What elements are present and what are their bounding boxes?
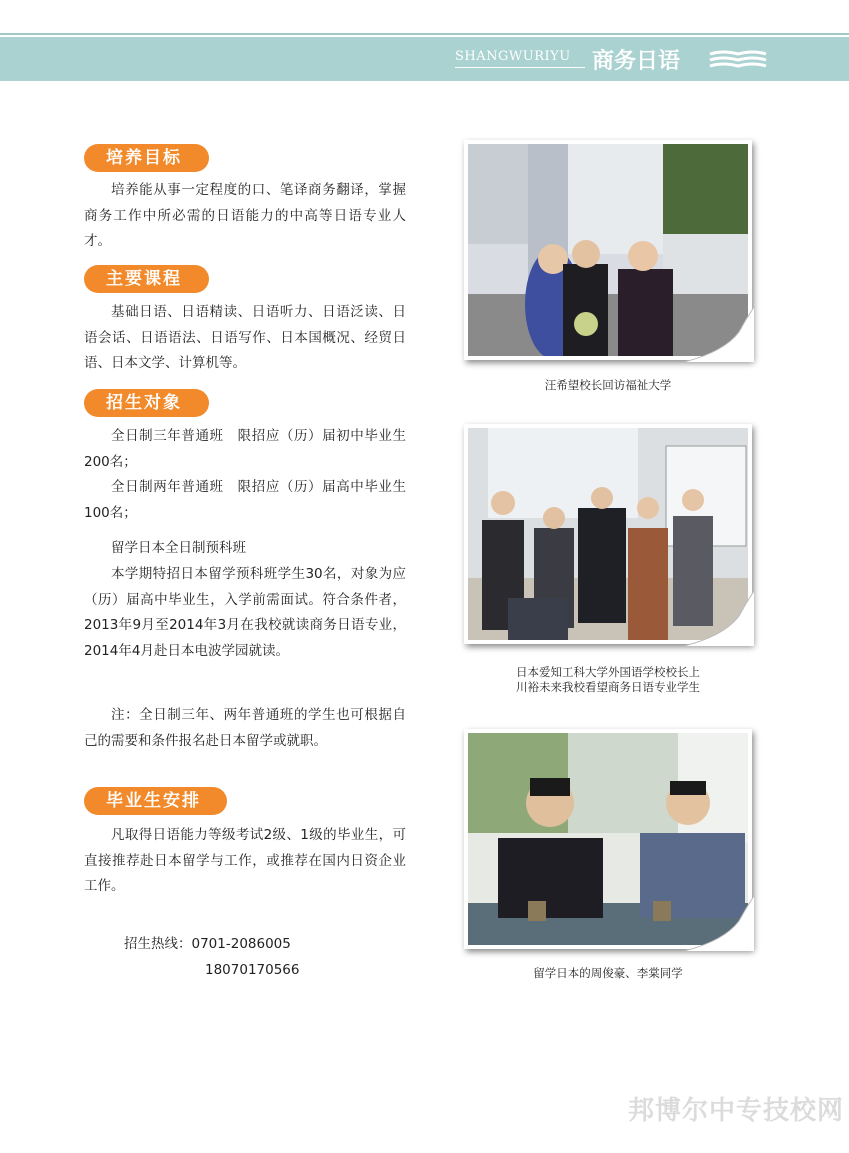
photo-2-caption-line-2: 川裕未来我校看望商务日语专业学生 [516, 680, 700, 694]
header-top-line [0, 33, 849, 35]
section-title-courses: 主要课程 [84, 265, 209, 293]
hotline-second: 18070170566 [205, 962, 300, 978]
photo-teacher-visit [464, 424, 752, 644]
graduates-text: 凡取得日语能力等级考试2级、1级的毕业生，可直接推荐赴日本留学与工作，或推荐在国内日资企业工作。 [84, 827, 406, 894]
photo-students [464, 729, 752, 949]
section-title-goals: 培养目标 [84, 144, 209, 172]
page-curl-decoration [684, 896, 754, 951]
photo-3-caption: 留学日本的周俊豪、李棠同学 [533, 966, 683, 980]
section-title-graduates: 毕业生安排 [84, 787, 227, 815]
hotline-text: 招生热线：0701-2086005 [124, 936, 291, 952]
goals-text: 培养能从事一定程度的口、笔译商务翻译，掌握商务工作中所必需的日语能力的中高等日语专业人才。 [84, 182, 406, 249]
photo-university-visit [464, 140, 752, 360]
page-curl-decoration [684, 307, 754, 362]
section-title-enrollment: 招生对象 [84, 389, 209, 417]
enrollment-line-3: 留学日本全日制预科班 [111, 540, 246, 556]
enrollment-note: 注：全日制三年、两年普通班的学生也可根据自己的需要和条件报名赴日本留学或就职。 [84, 707, 406, 749]
photo-2-caption-line-1: 日本爱知工科大学外国语学校校长上 [516, 665, 700, 679]
book-waves-icon [708, 50, 768, 70]
header-cn-title: 商务日语 [592, 48, 681, 74]
enrollment-line-4: 本学期特招日本留学预科班学生30名，对象为应（历）届高中毕业生，入学前需面试。符合条件者，2013年9月至2014年3月在我校就读商务日语专业，2014年4月赴日本电波学园就读。 [84, 566, 406, 659]
photo-1-caption: 汪希望校长回访福祉大学 [544, 378, 672, 392]
site-watermark: 邦博尔中专技校网 [628, 1096, 845, 1126]
enrollment-line-2: 全日制两年普通班 限招应（历）届高中毕业生100名； [84, 479, 406, 521]
page-curl-decoration [684, 591, 754, 646]
header-underline [455, 67, 585, 68]
header-en-title: SHANGWURIYU [455, 49, 571, 64]
photo-2-caption [464, 665, 752, 695]
enrollment-line-1: 全日制三年普通班 限招应（历）届初中毕业生200名； [84, 428, 406, 470]
courses-text: 基础日语、日语精读、日语听力、日语泛读、日语会话、日语语法、日语写作、日本国概况、经贸日语、日本文学、计算机等。 [84, 304, 406, 371]
